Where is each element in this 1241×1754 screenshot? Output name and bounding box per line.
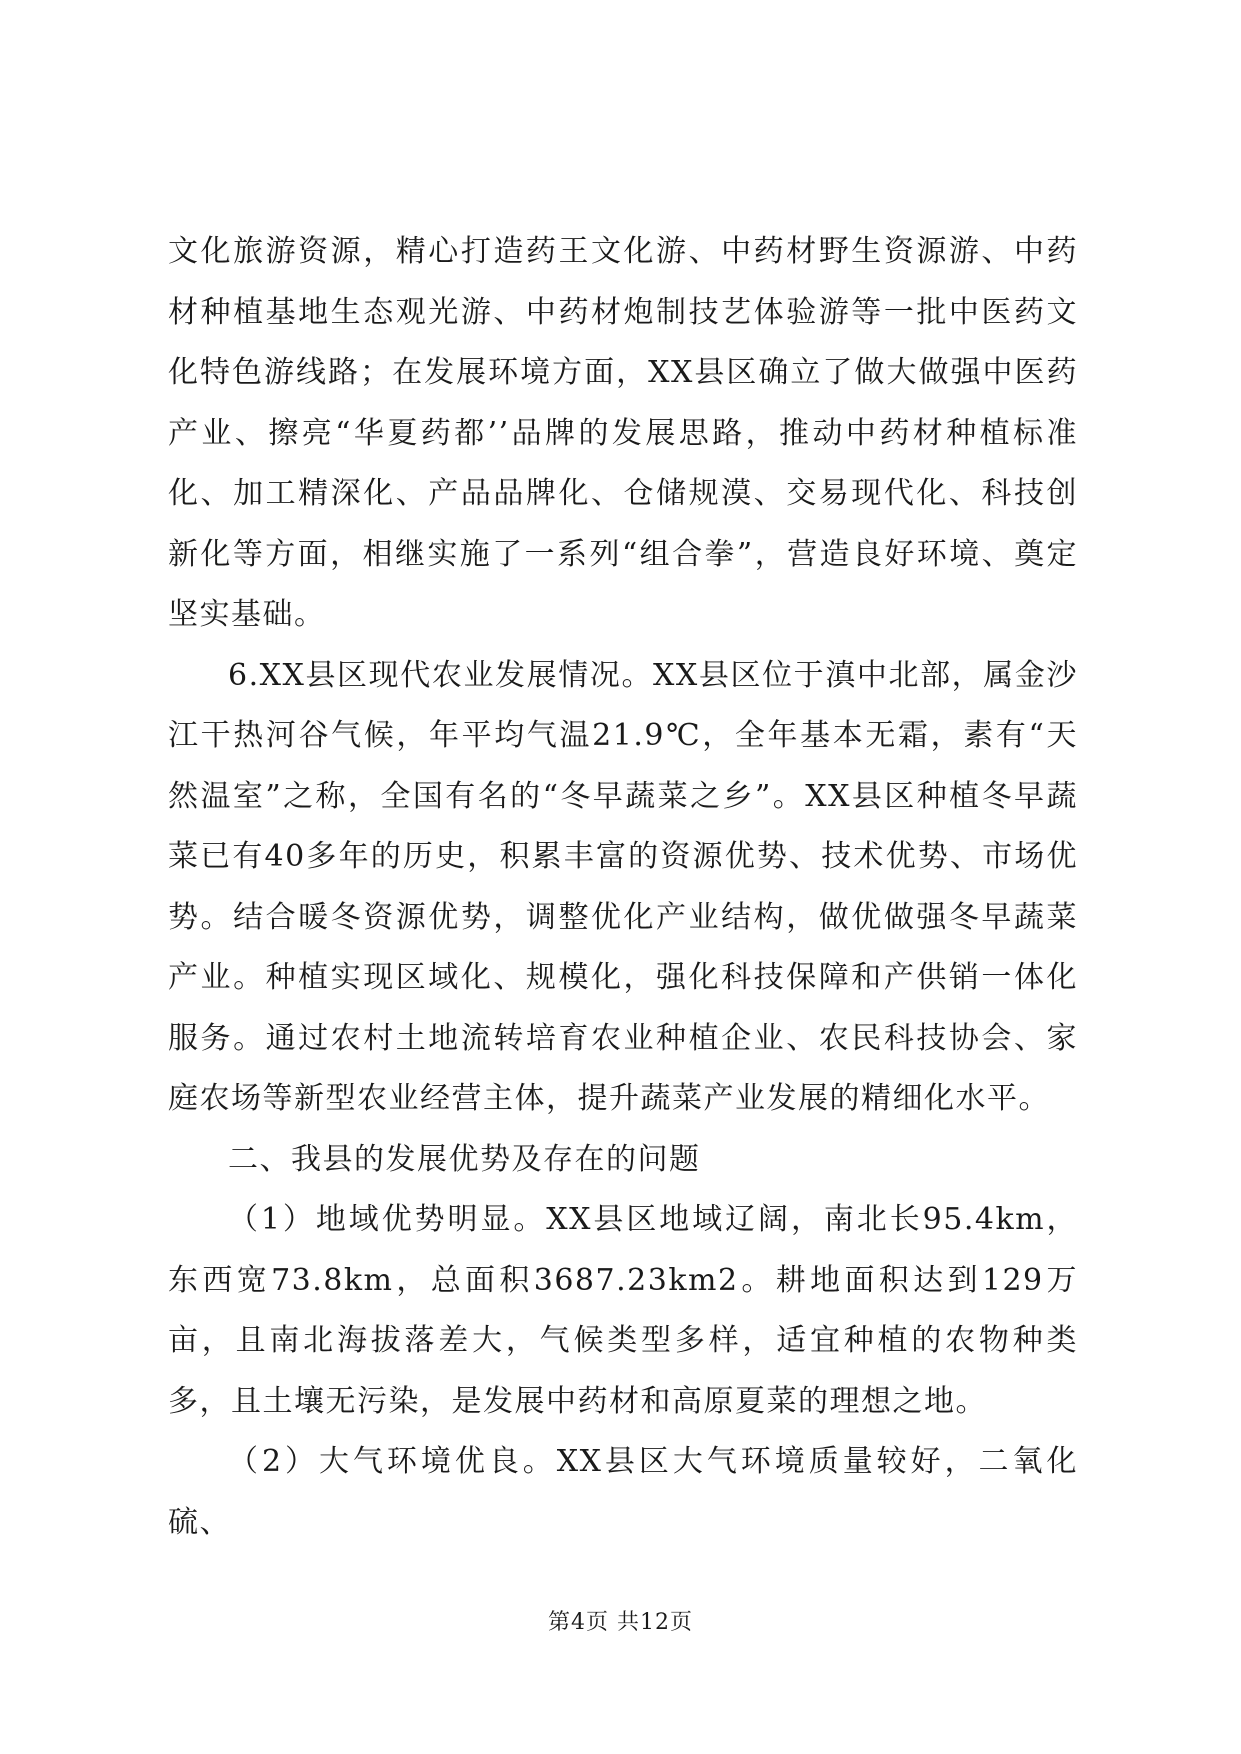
paragraph-air-environment: （2）大气环境优良。XX县区大气环境质量较好，二氧化硫、 (168, 1444, 1078, 1540)
document-body (168, 222, 1078, 1553)
paragraph-tourism-continued: 文化旅游资源，精心打造药王文化游、中药材野生资源游、中药材种植基地生态观光游、中药材炮制技艺体验游等一批中医药文化特色游线路；在发展环境方面，XX县区确立了做大做强中医药产业、擦亮“华夏药都’’品牌的发展思路，推动中药材种植标准化、加工精深化、产品品牌化、仓储规漠、交易现代化、科技创新化等方面，相继实施了一系列“组合拳”，营造良好环境、奠定坚实基础。 (168, 234, 1078, 632)
paragraph-regional-advantage: （1）地域优势明显。XX县区地域辽阔，南北长95.4km，东西宽73.8km，总面积3687.23km2。耕地面积达到129万亩，且南北海拔落差大，气候类型多样，适宜种植的农物种类多，且土壤无污染，是发展中药材和高原夏菜的理想之地。 (168, 1202, 1078, 1419)
paragraph-modern-agriculture: 6.XX县区现代农业发展情况。XX县区位于滇中北部，属金沙江干热河谷气候，年平均气温21.9℃，全年基本无霜，素有“天然温室”之称，全国有名的“冬早蔬菜之乡”。XX县区种植冬早蔬菜已有40多年的历史，积累丰富的资源优势、技术优势、市场优势。结合暖冬资源优势，调整优化产业结构，做优做强冬早蔬菜产业。种植实现区域化、规模化，强化科技保障和产供销一体化服务。通过农村土地流转培育农业种植企业、农民科技协会、家庭农场等新型农业经营主体，提升蔬菜产业发展的精细化水平。 (168, 657, 1078, 1116)
section-heading-advantages: 二、我县的发展优势及存在的问题 (228, 1141, 701, 1177)
page-number-footer: 第4页 共12页 (548, 1610, 693, 1635)
